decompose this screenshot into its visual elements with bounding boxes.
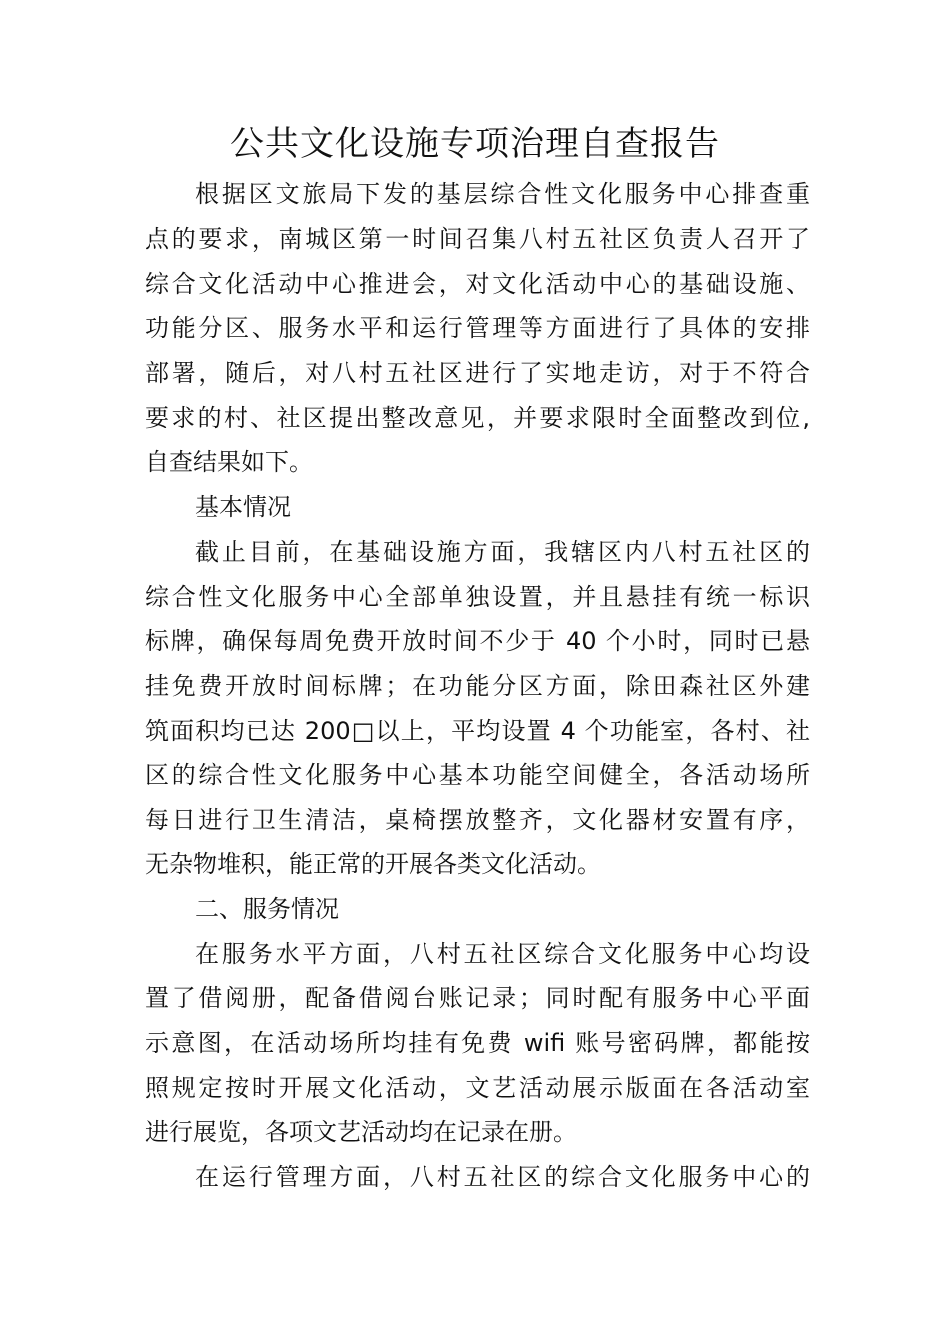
paragraph-line: 区的综合性文化服务中心基本功能空间健全，各活动场所 xyxy=(145,761,810,789)
paragraph-line: 无杂物堆积，能正常的开展各类文化活动。 xyxy=(145,850,601,878)
paragraph-line: 筑面积均已达 200□以上，平均设置 4 个功能室，各村、社 xyxy=(145,717,810,745)
paragraph-line: 挂免费开放时间标牌；在功能分区方面，除田森社区外建 xyxy=(145,672,810,700)
paragraph-line: 点的要求，南城区第一时间召集八村五社区负责人召开了 xyxy=(145,225,810,253)
section-heading: 二、服务情况 xyxy=(195,895,339,923)
paragraph-line: 部署，随后，对八村五社区进行了实地走访，对于不符合 xyxy=(145,359,810,387)
paragraph-line: 示意图，在活动场所均挂有免费 wifi 账号密码牌，都能按 xyxy=(145,1029,810,1057)
paragraph-line: 进行展览，各项文艺活动均在记录在册。 xyxy=(145,1118,577,1146)
paragraph-line: 截止目前，在基础设施方面，我辖区内八村五社区的 xyxy=(195,538,810,566)
paragraph-line: 在运行管理方面，八村五社区的综合文化服务中心的 xyxy=(195,1163,810,1191)
paragraph-line: 要求的村、社区提出整改意见，并要求限时全面整改到位, xyxy=(145,404,810,432)
paragraph-line: 自查结果如下。 xyxy=(145,448,313,476)
paragraph-line: 在服务水平方面，八村五社区综合文化服务中心均设 xyxy=(195,940,810,968)
section-heading: 基本情况 xyxy=(195,493,291,521)
paragraph-line: 功能分区、服务水平和运行管理等方面进行了具体的安排 xyxy=(145,314,810,342)
paragraph-line: 根据区文旅局下发的基层综合性文化服务中心排查重 xyxy=(195,180,810,208)
paragraph-line: 照规定按时开展文化活动，文艺活动展示版面在各活动室 xyxy=(145,1074,810,1102)
paragraph-line: 综合性文化服务中心全部单独设置，并且悬挂有统一标识 xyxy=(145,583,810,611)
paragraph-line: 综合文化活动中心推进会，对文化活动中心的基础设施、 xyxy=(145,270,810,298)
document-title: 公共文化设施专项治理自查报告 xyxy=(230,124,720,164)
paragraph-line: 标牌，确保每周免费开放时间不少于 40 个小时，同时已悬 xyxy=(145,627,810,655)
paragraph-line: 置了借阅册，配备借阅台账记录；同时配有服务中心平面 xyxy=(145,984,810,1012)
paragraph-line: 每日进行卫生清洁，桌椅摆放整齐，文化器材安置有序， xyxy=(145,806,810,834)
